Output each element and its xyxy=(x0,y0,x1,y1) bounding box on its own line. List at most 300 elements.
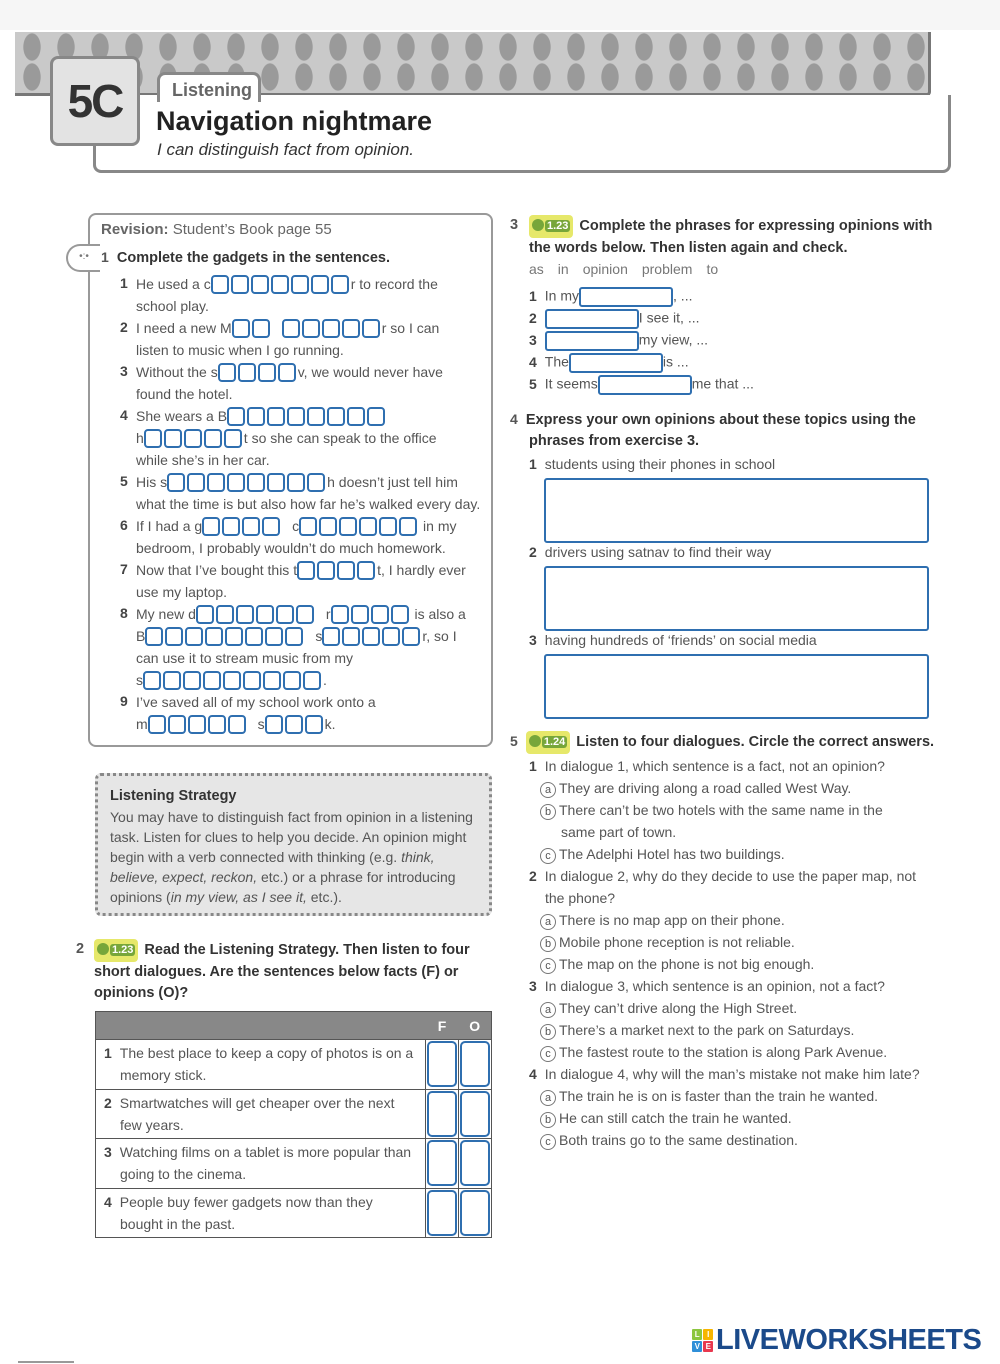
logo-letter: I xyxy=(703,1329,713,1340)
item-number: 1 xyxy=(120,275,128,291)
answer-option[interactable] xyxy=(540,1088,878,1106)
letter-box-input[interactable] xyxy=(168,715,186,734)
option-text: same part of town. xyxy=(561,824,677,840)
letter-box-input[interactable] xyxy=(242,517,260,536)
letter-box-input[interactable] xyxy=(265,627,283,646)
sentence-line xyxy=(136,669,327,691)
sentence-text: s xyxy=(315,628,323,644)
letter-box-input[interactable] xyxy=(285,715,303,734)
item-number: 8 xyxy=(120,605,128,621)
phrase-item xyxy=(529,353,689,373)
answer-f-box[interactable] xyxy=(427,1190,457,1236)
option-a-circle[interactable]: a xyxy=(540,1002,556,1018)
letter-box-input[interactable] xyxy=(218,363,236,382)
letter-box-input[interactable] xyxy=(291,275,309,294)
sentence-text: t, I hardly ever xyxy=(377,562,466,578)
letter-box-input[interactable] xyxy=(362,319,380,338)
sentence-text: His s xyxy=(136,474,168,490)
option-c-circle[interactable]: c xyxy=(540,1046,556,1062)
word-bank-item: opinion xyxy=(582,261,628,277)
sentence-text: h doesn’t just tell him xyxy=(327,474,458,490)
sentence-text: My new d xyxy=(136,606,196,622)
item-number: 6 xyxy=(120,517,128,533)
answer-option[interactable] xyxy=(540,934,795,952)
sentence-text: bedroom, I probably wouldn’t do much homework. xyxy=(136,540,446,556)
option-text: There is no map app on their phone. xyxy=(559,912,785,928)
letter-box-input[interactable] xyxy=(359,517,377,536)
answer-option[interactable] xyxy=(561,824,676,840)
letter-box-input[interactable] xyxy=(297,561,315,580)
answer-f-box[interactable] xyxy=(427,1041,457,1087)
skill-tab: Listening xyxy=(157,72,261,102)
sentence-text: c xyxy=(292,518,300,534)
phrase-before: The xyxy=(544,353,569,370)
ex5-instruction: Listen to four dialogues. Circle the correct answers. xyxy=(576,734,935,750)
statement-cell xyxy=(96,1040,426,1090)
letter-box-input[interactable] xyxy=(379,517,397,536)
revision-label xyxy=(101,221,332,238)
sentence-line xyxy=(136,537,446,559)
letter-box-input[interactable] xyxy=(278,363,296,382)
ex3-number: 3 xyxy=(510,217,519,233)
letter-box-input[interactable] xyxy=(347,407,365,426)
sentence-line xyxy=(136,273,438,295)
letter-box-input[interactable] xyxy=(307,473,325,492)
letter-box-input[interactable] xyxy=(203,671,221,690)
letter-box-input[interactable] xyxy=(223,671,241,690)
letter-box-input[interactable] xyxy=(283,671,301,690)
revision-page: Student’s Book page 55 xyxy=(172,221,332,238)
opinion-answer-input[interactable] xyxy=(544,478,929,543)
letter-box-input[interactable] xyxy=(302,319,320,338)
letter-box-input[interactable] xyxy=(251,275,269,294)
letter-box-input[interactable] xyxy=(303,671,321,690)
item-number: 3 xyxy=(529,632,537,648)
answer-f-cell xyxy=(426,1040,459,1090)
item-number: 5 xyxy=(529,375,537,392)
answer-f-box[interactable] xyxy=(427,1091,457,1137)
letter-box-input[interactable] xyxy=(287,407,305,426)
letter-box-input[interactable] xyxy=(211,275,229,294)
letter-box-input[interactable] xyxy=(299,517,317,536)
answer-option[interactable] xyxy=(540,802,883,820)
page-subtitle: I can distinguish fact from opinion. xyxy=(157,140,415,159)
table-row xyxy=(96,1139,492,1189)
item-number: 1 xyxy=(529,456,537,472)
letter-box-input[interactable] xyxy=(399,517,417,536)
phrase-answer-input[interactable] xyxy=(545,331,639,351)
sentence-text: r, so I xyxy=(422,628,457,644)
row-number: 4 xyxy=(104,1193,112,1210)
letter-box-input[interactable] xyxy=(225,627,243,646)
letter-box-input[interactable] xyxy=(232,319,250,338)
letter-box-input[interactable] xyxy=(227,407,245,426)
answer-option[interactable] xyxy=(540,1044,887,1062)
ex4-instruction: Express your own opinions about these topics using the phrases from exercise 3. xyxy=(525,412,916,449)
item-number: 3 xyxy=(529,331,537,348)
statement-cell xyxy=(96,1139,426,1189)
sentence-text: m xyxy=(136,716,148,732)
letter-box-input[interactable] xyxy=(247,473,265,492)
option-b-circle[interactable]: b xyxy=(540,1112,556,1128)
option-a-circle[interactable]: a xyxy=(540,782,556,798)
letter-box-input[interactable] xyxy=(342,319,360,338)
phrase-before: In my xyxy=(544,287,580,304)
letter-box-input[interactable] xyxy=(243,671,261,690)
option-b-circle[interactable]: b xyxy=(540,936,556,952)
letter-box-input[interactable] xyxy=(367,407,385,426)
answer-f-box[interactable] xyxy=(427,1140,457,1186)
question-text: In dialogue 3, which sentence is an opinion, not a fact? xyxy=(544,978,885,994)
sentence-line xyxy=(136,493,480,515)
sentence-text: r to record the xyxy=(350,276,438,292)
letter-box-input[interactable] xyxy=(196,605,214,624)
letter-box-input[interactable] xyxy=(188,715,206,734)
phrase-item xyxy=(529,331,708,351)
letter-box-input[interactable] xyxy=(256,605,274,624)
answer-o-box[interactable] xyxy=(460,1190,490,1236)
question-line xyxy=(529,868,916,884)
question-line xyxy=(529,758,885,774)
option-text: He can still catch the train he wanted. xyxy=(559,1110,792,1126)
answer-f-cell xyxy=(426,1139,459,1189)
letter-box-input[interactable] xyxy=(271,275,289,294)
option-b-circle[interactable]: b xyxy=(540,804,556,820)
question-number: 2 xyxy=(529,868,537,884)
answer-option[interactable] xyxy=(540,1132,798,1150)
option-a-circle[interactable]: a xyxy=(540,1090,556,1106)
question-number: 4 xyxy=(529,1066,537,1082)
question-text: In dialogue 4, why will the man’s mistake not make him late? xyxy=(544,1066,920,1082)
option-text: The Adelphi Hotel has two buildings. xyxy=(559,846,785,862)
sentence-line xyxy=(136,691,376,713)
header-banner-pattern xyxy=(15,32,931,96)
sentence-line xyxy=(136,559,466,581)
letter-box-input[interactable] xyxy=(351,605,369,624)
letter-box-input[interactable] xyxy=(148,715,166,734)
ex2-heading xyxy=(94,939,489,1004)
letter-box-input[interactable] xyxy=(382,627,400,646)
audio-track-badge[interactable] xyxy=(526,731,570,754)
sentence-text: B xyxy=(136,628,146,644)
item-number: 3 xyxy=(120,363,128,379)
sentence-text: can use it to stream music from my xyxy=(136,650,354,666)
letter-box-input[interactable] xyxy=(207,473,225,492)
option-b-circle[interactable]: b xyxy=(540,1024,556,1040)
phrase-before: It seems xyxy=(544,375,598,392)
letter-box-input[interactable] xyxy=(339,517,357,536)
letter-box-input[interactable] xyxy=(216,605,234,624)
ex5-number: 5 xyxy=(510,733,518,749)
sentence-line xyxy=(136,603,466,625)
letter-box-input[interactable] xyxy=(285,627,303,646)
logo-letter: V xyxy=(692,1341,702,1352)
letter-box-input[interactable] xyxy=(205,627,223,646)
answer-o-cell xyxy=(459,1040,492,1090)
letter-box-input[interactable] xyxy=(224,429,242,448)
letter-box-input[interactable] xyxy=(144,429,162,448)
option-text: They can’t drive along the High Street. xyxy=(559,1000,798,1016)
opinion-answer-input[interactable] xyxy=(544,566,929,631)
answer-option[interactable] xyxy=(540,1022,854,1040)
letter-box-input[interactable] xyxy=(236,605,254,624)
option-text: Both trains go to the same destination. xyxy=(559,1132,798,1148)
item-number: 4 xyxy=(529,353,537,370)
word-bank-item: problem xyxy=(641,261,693,277)
sentence-text: t so she can speak to the office xyxy=(243,430,437,446)
letter-box-input[interactable] xyxy=(238,363,256,382)
letter-box-input[interactable] xyxy=(317,561,335,580)
item-number: 2 xyxy=(529,544,537,560)
footer-divider xyxy=(18,1361,74,1363)
answer-o-box[interactable] xyxy=(460,1041,490,1087)
letter-box-input[interactable] xyxy=(287,473,305,492)
letter-box-input[interactable] xyxy=(252,319,270,338)
sentence-text: r so I can xyxy=(381,320,440,336)
statement-text: People buy fewer gadgets now than they bought in the past. xyxy=(119,1193,373,1232)
track-number: 1.24 xyxy=(543,736,566,748)
phrase-answer-input[interactable] xyxy=(569,353,663,373)
sentence-text: h xyxy=(136,430,144,446)
ex2-number: 2 xyxy=(76,941,85,957)
word-bank-item: to xyxy=(706,261,719,277)
sentence-text: use my laptop. xyxy=(136,584,228,600)
letter-box-input[interactable] xyxy=(311,275,329,294)
answer-option[interactable] xyxy=(540,956,814,974)
sentence-text: . xyxy=(323,672,327,688)
sentence-text: in my xyxy=(419,518,457,534)
sentence-text: She wears a B xyxy=(136,408,228,424)
sentence-text: If I had a g xyxy=(136,518,203,534)
headphones-icon xyxy=(97,943,109,955)
sentence-line xyxy=(136,339,344,361)
sentence-text: v, we would never have xyxy=(297,364,443,380)
sentence-text: He used a c xyxy=(136,276,211,292)
letter-box-input[interactable] xyxy=(307,407,325,426)
statement-text: Smartwatches will get cheaper over the next few years. xyxy=(119,1094,395,1133)
answer-f-cell xyxy=(426,1089,459,1139)
answer-option[interactable] xyxy=(540,780,851,798)
strategy-text-3: etc.). xyxy=(306,889,342,905)
letter-box-input[interactable] xyxy=(282,319,300,338)
opinion-answer-input[interactable] xyxy=(544,654,929,719)
letter-box-input[interactable] xyxy=(305,715,323,734)
statement-cell xyxy=(96,1188,426,1238)
option-text: There’s a market next to the park on Saturdays. xyxy=(559,1022,855,1038)
statement-text: The best place to keep a copy of photos is on a memory stick. xyxy=(119,1045,414,1083)
headphones-icon xyxy=(529,735,541,747)
letter-box-input[interactable] xyxy=(267,407,285,426)
letter-box-input[interactable] xyxy=(319,517,337,536)
sentence-text: Without the s xyxy=(136,364,218,380)
topic-text: drivers using satnav to find their way xyxy=(544,544,772,560)
logo-letter: E xyxy=(703,1341,713,1352)
phrase-item xyxy=(529,375,754,395)
sentence-line xyxy=(136,295,209,317)
phrase-item xyxy=(529,309,700,329)
strategy-text-1: You may have to distinguish fact from opinion in a listening task. Listen for clues to help you decide. An opinion might begin with a verb connected with thinking (e.g. xyxy=(110,809,473,865)
sentence-line xyxy=(136,317,439,339)
ex3-heading xyxy=(529,215,934,259)
phrase-item xyxy=(529,287,692,307)
answer-o-box[interactable] xyxy=(460,1091,490,1137)
letter-box-input[interactable] xyxy=(163,671,181,690)
audio-track-badge[interactable] xyxy=(94,939,138,962)
logo-letter: L xyxy=(692,1329,702,1340)
letter-box-input[interactable] xyxy=(322,319,340,338)
phrase-after: I see it, ... xyxy=(638,309,700,326)
letter-box-input[interactable] xyxy=(185,627,203,646)
option-text: Mobile phone reception is not reliable. xyxy=(559,934,795,950)
sentence-text: listen to music when I go running. xyxy=(136,342,344,358)
sentence-text: is also a xyxy=(410,606,466,622)
letter-box-input[interactable] xyxy=(143,671,161,690)
phrase-answer-input[interactable] xyxy=(579,287,673,307)
strategy-text-2: etc.) or a phrase for introducing opinions ( xyxy=(110,869,456,905)
letter-box-input[interactable] xyxy=(187,473,205,492)
letter-box-input[interactable] xyxy=(276,605,294,624)
letter-box-input[interactable] xyxy=(296,605,314,624)
topic-label xyxy=(529,544,771,560)
table-row xyxy=(96,1089,492,1139)
question-text: In dialogue 1, which sentence is a fact, not an opinion? xyxy=(544,758,885,774)
phrase-after: , ... xyxy=(673,287,693,304)
liveworksheets-logo xyxy=(692,1324,981,1357)
audio-track-badge[interactable] xyxy=(529,215,573,238)
topic-label xyxy=(529,456,775,472)
letter-box-input[interactable] xyxy=(164,429,182,448)
table-row xyxy=(96,1040,492,1090)
letter-box-input[interactable] xyxy=(165,627,183,646)
revision-dots-icon: •:• xyxy=(66,244,100,272)
track-number: 1.23 xyxy=(547,220,569,232)
sentence-line xyxy=(136,405,387,427)
sentence-line xyxy=(136,427,437,449)
question-line xyxy=(529,1066,920,1082)
option-text: The map on the phone is not big enough. xyxy=(559,956,815,972)
letter-box-input[interactable] xyxy=(245,627,263,646)
sentence-text: s xyxy=(257,716,265,732)
letter-box-input[interactable] xyxy=(167,473,185,492)
sentence-line xyxy=(136,449,270,471)
answer-option[interactable] xyxy=(540,1000,797,1018)
phrase-answer-input[interactable] xyxy=(598,375,692,395)
item-number: 7 xyxy=(120,561,128,577)
letter-box-input[interactable] xyxy=(262,517,280,536)
fact-opinion-table xyxy=(95,1011,492,1238)
sentence-line xyxy=(136,581,227,603)
letter-box-input[interactable] xyxy=(267,473,285,492)
letter-box-input[interactable] xyxy=(265,715,283,734)
word-bank xyxy=(529,261,732,277)
page-title: Navigation nightmare xyxy=(156,106,433,136)
row-number: 3 xyxy=(104,1144,112,1160)
letter-box-input[interactable] xyxy=(362,627,380,646)
letter-box-input[interactable] xyxy=(231,275,249,294)
letter-box-input[interactable] xyxy=(371,605,389,624)
sentence-line xyxy=(136,647,353,669)
letter-box-input[interactable] xyxy=(263,671,281,690)
option-text: They are driving along a road called West Way. xyxy=(559,780,852,796)
letter-box-input[interactable] xyxy=(202,517,220,536)
sentence-text: what the time is but also how far he’s walked every day. xyxy=(136,496,481,512)
answer-option[interactable] xyxy=(540,912,785,930)
letter-box-input[interactable] xyxy=(183,671,201,690)
letter-box-input[interactable] xyxy=(331,275,349,294)
letter-box-input[interactable] xyxy=(204,429,222,448)
letter-box-input[interactable] xyxy=(342,627,360,646)
letter-box-input[interactable] xyxy=(184,429,202,448)
letter-box-input[interactable] xyxy=(208,715,226,734)
letter-box-input[interactable] xyxy=(227,473,245,492)
question-number: 3 xyxy=(529,978,537,994)
letter-box-input[interactable] xyxy=(145,627,163,646)
ex3-instruction: Complete the phrases for expressing opinions with the words below. Then listen again and check. xyxy=(529,218,933,256)
option-a-circle[interactable]: a xyxy=(540,914,556,930)
sentence-line xyxy=(136,471,458,493)
answer-option[interactable] xyxy=(540,846,785,864)
revision-label-bold: Revision: xyxy=(101,221,169,238)
letter-box-input[interactable] xyxy=(258,363,276,382)
letter-box-input[interactable] xyxy=(322,627,340,646)
answer-o-cell xyxy=(459,1089,492,1139)
option-c-circle[interactable]: c xyxy=(540,848,556,864)
letter-box-input[interactable] xyxy=(391,605,409,624)
question-text: the phone? xyxy=(545,890,616,906)
sentence-text: while she’s in her car. xyxy=(136,452,270,468)
letter-box-input[interactable] xyxy=(327,407,345,426)
letter-box-input[interactable] xyxy=(222,517,240,536)
option-text: The train he is on is faster than the train he wanted. xyxy=(559,1088,879,1104)
answer-o-box[interactable] xyxy=(460,1140,490,1186)
answer-o-cell xyxy=(459,1139,492,1189)
letter-box-input[interactable] xyxy=(247,407,265,426)
phrase-answer-input[interactable] xyxy=(545,309,639,329)
item-number: 5 xyxy=(120,473,128,489)
question-line xyxy=(545,890,615,906)
strategy-text xyxy=(110,807,477,907)
phrase-after: me that ... xyxy=(691,375,754,392)
strategy-examples: think, believe, expect, reckon, xyxy=(110,849,435,885)
phrase-after: my view, ... xyxy=(638,331,709,348)
letter-box-input[interactable] xyxy=(337,561,355,580)
column-o: O xyxy=(459,1012,492,1040)
sentence-line xyxy=(136,515,457,537)
option-text: The fastest route to the station is along Park Avenue. xyxy=(559,1044,888,1060)
listening-strategy-box xyxy=(95,773,492,916)
item-number: 1 xyxy=(529,287,537,304)
topic-text: students using their phones in school xyxy=(544,456,776,472)
letter-box-input[interactable] xyxy=(402,627,420,646)
option-text: There can’t be two hotels with the same name in the xyxy=(559,802,883,818)
answer-f-cell xyxy=(426,1188,459,1238)
answer-option[interactable] xyxy=(540,1110,792,1128)
letter-box-input[interactable] xyxy=(331,605,349,624)
topic-label xyxy=(529,632,817,648)
word-bank-item: as xyxy=(529,261,544,277)
sentence-text: k. xyxy=(324,716,336,732)
table-header-blank xyxy=(96,1012,426,1040)
ex4-number: 4 xyxy=(510,411,518,427)
row-number: 2 xyxy=(104,1094,112,1111)
sentence-text: r xyxy=(325,606,331,622)
statement-text: Watching films on a tablet is more popular than going to the cinema. xyxy=(119,1144,412,1182)
strategy-phrases: in my view, as I see it, xyxy=(170,889,307,905)
option-c-circle[interactable]: c xyxy=(540,958,556,974)
letter-box-input[interactable] xyxy=(357,561,375,580)
letter-box-input[interactable] xyxy=(228,715,246,734)
option-c-circle[interactable]: c xyxy=(540,1134,556,1150)
